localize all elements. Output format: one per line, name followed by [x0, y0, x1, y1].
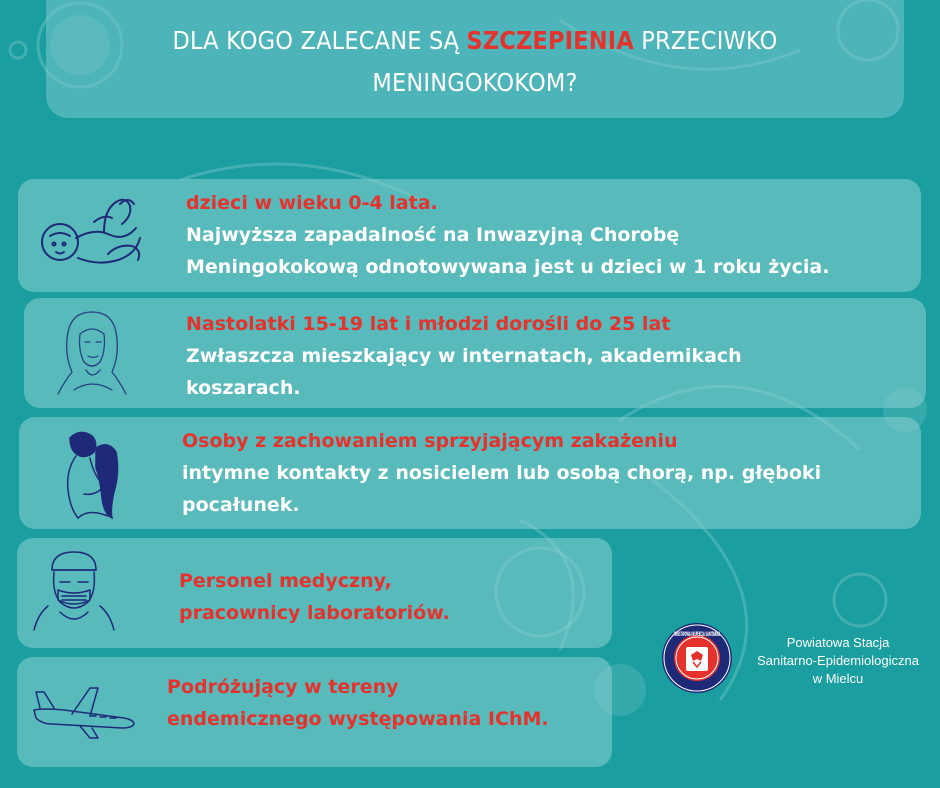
- group-heading-line: endemicznego występowania IChM.: [167, 708, 549, 730]
- group-line: koszarach.: [186, 377, 301, 399]
- baby-icon: [34, 192, 146, 276]
- footer-line: w Mielcu: [812, 671, 864, 686]
- group-heading: Nastolatki 15-19 lat i młodzi dorośli do 25 lat: [186, 313, 671, 335]
- group-text-risk: [182, 425, 821, 521]
- logo-text: PAŃSTWOWA INSPEKCJA SANITARNA: [674, 631, 798, 638]
- title-line2: MENINGOKOKOM?: [372, 68, 578, 97]
- group-heading-line: pracownicy laboratoriów.: [179, 602, 450, 624]
- group-heading-line: Personel medyczny,: [179, 570, 392, 592]
- group-heading-line: Podróżujący w tereny: [167, 676, 399, 698]
- group-text-teenagers: [186, 308, 742, 404]
- group-heading: dzieci w wieku 0-4 lata.: [186, 192, 438, 214]
- group-text-travelers: [167, 671, 549, 735]
- title-part1: DLA KOGO ZALECANE SĄ: [172, 26, 467, 55]
- teenager-icon: [52, 304, 132, 400]
- page-title: [89, 20, 861, 104]
- group-line: Meningokokową odnotowywana jest u dzieci w 1 roku życia.: [186, 256, 830, 278]
- group-heading: Osoby z zachowaniem sprzyjającym zakażeniu: [182, 430, 678, 452]
- sanitary-inspection-logo: [661, 622, 798, 694]
- group-line: pocałunek.: [182, 494, 300, 516]
- group-line: intymne kontakty z nosicielem lub osobą chorą, np. głęboki: [182, 462, 822, 484]
- title-accent: SZCZEPIENIA: [466, 26, 634, 55]
- group-line: Najwyższa zapadalność na Inwazyjną Chorobę: [186, 224, 680, 246]
- group-line: Zwłaszcza mieszkający w internatach, akademikach: [186, 345, 742, 367]
- airplane-icon: [30, 684, 138, 740]
- medical-worker-icon: [30, 546, 118, 636]
- group-text-medical: [179, 565, 450, 629]
- group-text-children: [186, 187, 829, 283]
- footer-line: Sanitarno-Epidemiologiczna: [757, 653, 919, 668]
- footer-line: Powiatowa Stacja: [786, 635, 890, 650]
- couple-kissing-icon: [56, 428, 122, 520]
- title-part2: PRZECIWKO: [633, 26, 778, 55]
- organization-name: [748, 634, 928, 688]
